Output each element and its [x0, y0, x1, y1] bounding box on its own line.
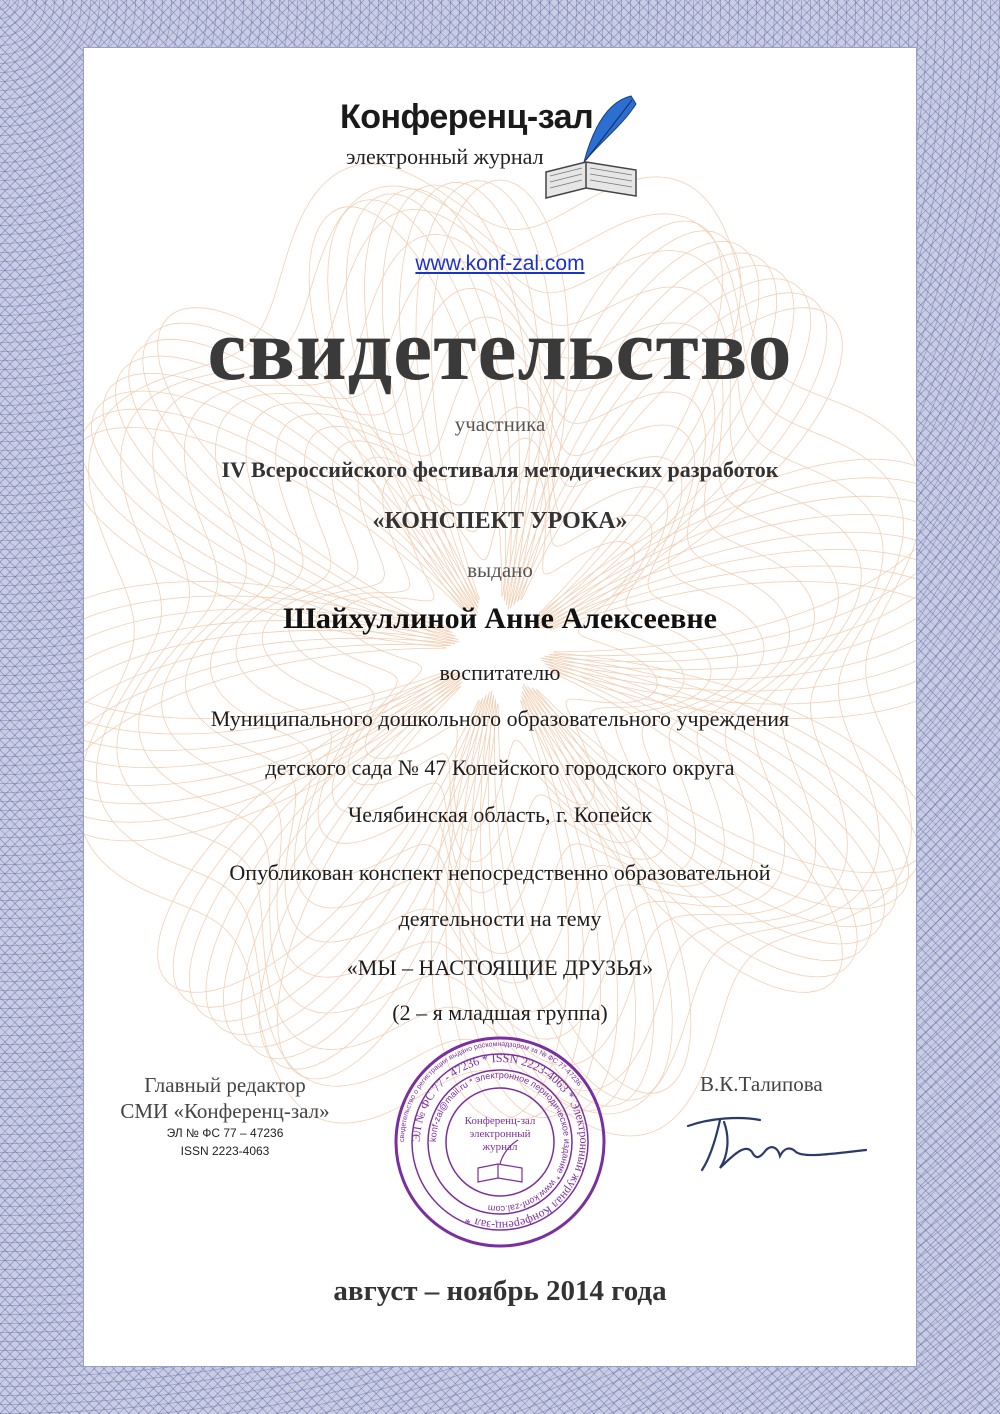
issued-label: выдано [467, 558, 533, 582]
festival-name: IV Всероссийского фестиваля методических разработок [221, 457, 779, 482]
stamp-center-line-2: электронный [469, 1128, 531, 1140]
logo-subtitle: электронный журнал [346, 144, 544, 169]
stamp-center-line-1: Конференц-зал [464, 1115, 536, 1127]
editor-block [95, 1072, 355, 1160]
institution-line-2: детского сада № 47 Копейского городского округа [265, 755, 735, 780]
participant-label: участника [454, 412, 546, 436]
stamp-inner-text: konf-zal@mail.ru * электронное периодическое издание * www.konf-zal.com [427, 1069, 573, 1215]
stamp-outer-text: свидетельство о регистрации выдано роскомнадзором за № ФС 77-47236 [398, 1040, 583, 1143]
issn-number: ISSN 2223-4063 [180, 1144, 270, 1158]
age-group: (2 – я младшая группа) [392, 1000, 608, 1025]
media-name: СМИ «Конференц-зал» [120, 1099, 330, 1123]
website-link[interactable]: www.konf-zal.com [415, 252, 585, 275]
recipient-position: воспитателю [439, 660, 561, 685]
publication-line-2: деятельности на тему [398, 906, 602, 931]
stamp-middle-text: ЭЛ № ФС 77 - 47236 * ISSN 2223-4063 * Электронный журнал Конференц-зал * [408, 1050, 592, 1234]
signer-name: В.К.Талипова [700, 1072, 823, 1096]
lesson-topic: «МЫ – НАСТОЯЩИЕ ДРУЗЬЯ» [346, 955, 654, 980]
publication-line-1: Опубликован конспект непосредственно образовательной [229, 860, 771, 885]
registration-number: ЭЛ № ФС 77 – 47236 [166, 1126, 284, 1140]
stamp-center-line-3: журнал [482, 1141, 518, 1153]
region: Челябинская область, г. Копейск [347, 802, 653, 827]
official-stamp [394, 1036, 606, 1248]
handwritten-signature [680, 1108, 870, 1178]
editor-role: Главный редактор [144, 1073, 306, 1097]
recipient-name: Шайхуллиной Анне Алексеевне [283, 602, 717, 635]
logo-title: Конференц-зал [340, 98, 594, 136]
journal-logo [340, 92, 650, 212]
contest-name: «КОНСПЕКТ УРОКА» [372, 508, 628, 534]
institution-line-1: Муниципального дошкольного образовательного учреждения [210, 706, 790, 731]
certificate-title: свидетельство [207, 302, 793, 399]
certificate-date: август – ноябрь 2014 года [333, 1275, 667, 1307]
book-quill-icon [536, 92, 646, 210]
